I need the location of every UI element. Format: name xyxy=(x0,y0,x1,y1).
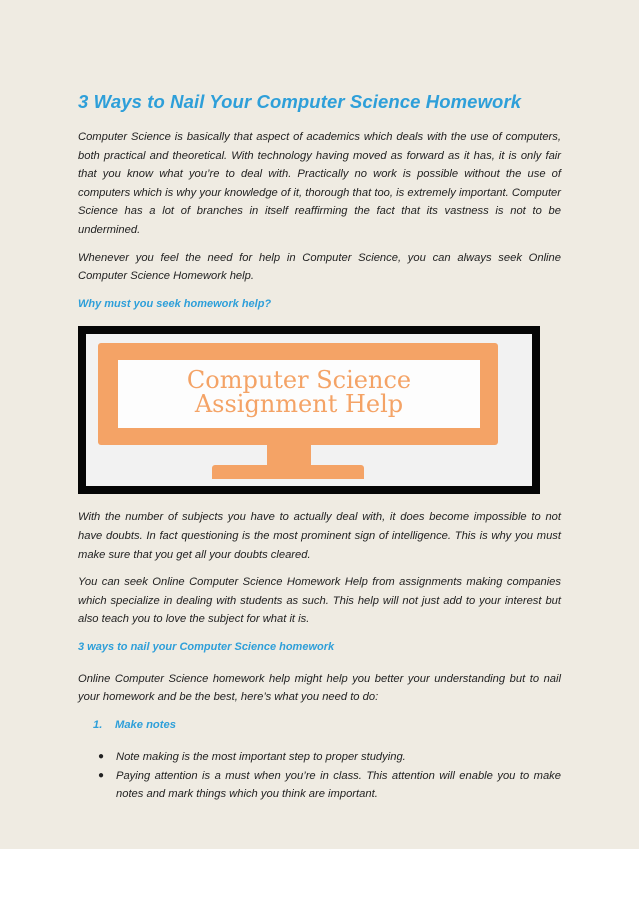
companies-paragraph: You can seek Online Computer Science Homework Help from assignments making companies which specialize in dealing with students as such. This help will not just add to your interest but also teach you to love the subject for what it is. xyxy=(78,576,561,626)
image-text-line2: Assignment Help xyxy=(194,390,404,419)
ways-intro-paragraph: Online Computer Science homework help might help you better your understanding but to nail your homework and be the best, here’s what you need to do: xyxy=(78,672,561,704)
list-item xyxy=(78,748,561,767)
article-body xyxy=(78,90,561,804)
subheading-ways: 3 ways to nail your Computer Science homework xyxy=(78,640,335,653)
help-paragraph: Whenever you feel the need for help in Computer Science, you can always seek Online Computer Science Homework help. xyxy=(78,251,561,283)
image-background xyxy=(86,334,532,486)
page-bottom-margin xyxy=(0,849,639,903)
notes-bullet-list xyxy=(78,748,561,804)
doubts-paragraph: With the number of subjects you have to actually deal with, it does become impossible to not have doubts. In fact questioning is the most prominent sign of intelligence. This is why you must make sure that you get all your doubts cleared. xyxy=(78,511,561,561)
bullet-icon: ● xyxy=(98,769,105,781)
monitor-screen xyxy=(118,360,480,428)
list-item xyxy=(78,767,561,804)
bullet-text: Paying attention is a must when you’re in class. This attention will enable you to make notes and mark things which you think are important. xyxy=(116,769,561,801)
monitor-stand xyxy=(267,445,311,467)
bullet-text: Note making is the most important step to proper studying. xyxy=(116,751,406,764)
bullet-icon: ● xyxy=(98,751,105,763)
intro-paragraph: Computer Science is basically that aspect of academics which deals with the use of computers, both practical and theoretical. With technology having moved as forward as it has, it is only fair that you know what you’re to deal with. Practically no work is possible without the use of computers which is why your knowledge of it, thorough that too, is extremely important. Computer Science has a lot of branches in itself reaffirming the fact that its vastness is not to be undermined. xyxy=(78,131,561,236)
step-number: 1. xyxy=(93,718,103,731)
assignment-help-image xyxy=(78,326,540,494)
step-label: Make notes xyxy=(115,718,176,731)
subheading-why: Why must you seek homework help? xyxy=(78,297,272,310)
monitor-base xyxy=(212,465,364,479)
step-make-notes xyxy=(78,716,561,735)
image-text-line1: Computer Science xyxy=(186,366,412,395)
article-title: 3 Ways to Nail Your Computer Science Homework xyxy=(78,91,522,112)
monitor-frame xyxy=(98,343,498,445)
